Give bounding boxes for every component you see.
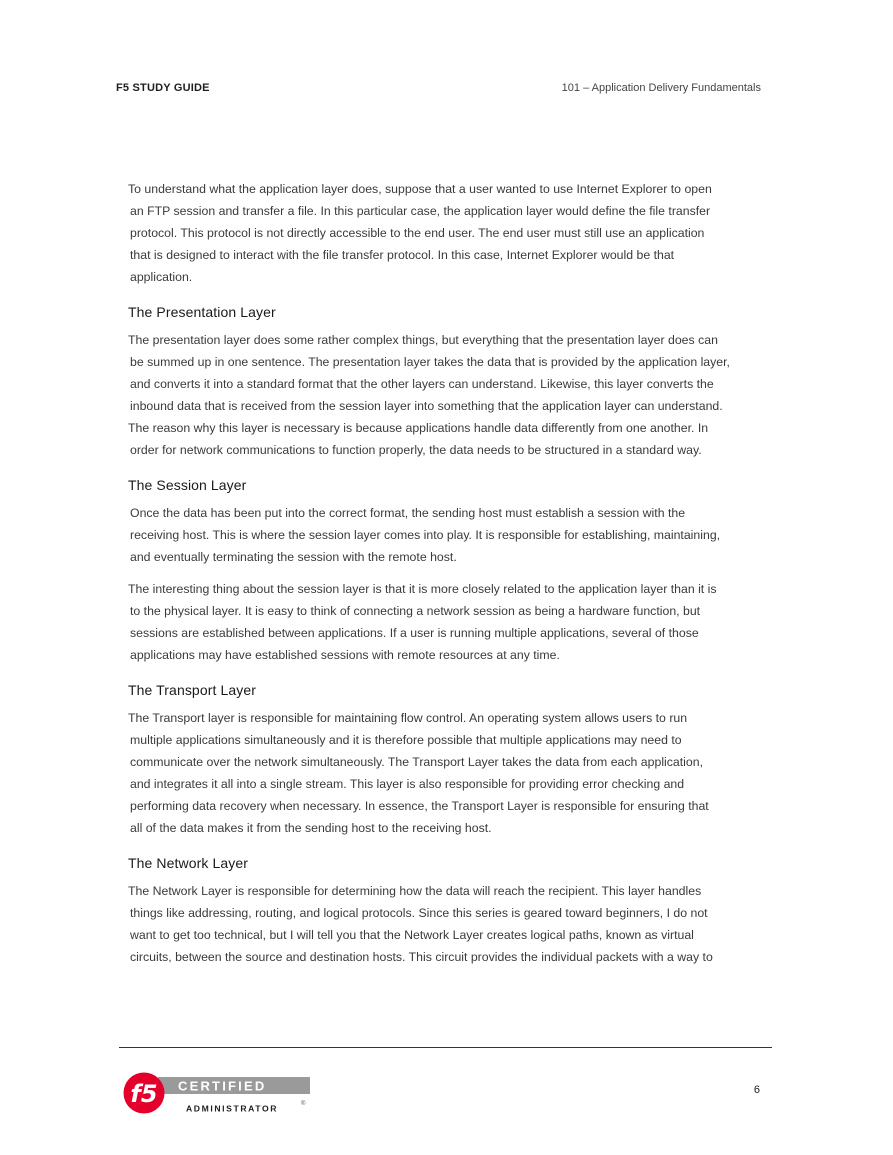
section-heading-presentation: The Presentation Layer	[128, 304, 276, 320]
text-line: Once the data has been put into the correct format, the sending host must establish a session with the	[130, 506, 686, 520]
section-heading-network: The Network Layer	[128, 855, 248, 871]
text-line: an FTP session and transfer a file. In this particular case, the application layer would define the file transfer	[130, 204, 711, 218]
text-line: and converts it into a standard format that the other layers can understand. Likewise, this layer converts the	[130, 377, 714, 391]
text-line: all of the data makes it from the sending host to the receiving host.	[130, 821, 492, 835]
transport-paragraph	[128, 707, 768, 839]
text-line: inbound data that is received from the session layer into something that the application layer can understand.	[130, 399, 723, 413]
presentation-paragraph	[128, 329, 768, 461]
section-heading-session: The Session Layer	[128, 477, 247, 493]
text-line: circuits, between the source and destination hosts. This circuit provides the individual packets with a way to	[130, 950, 713, 964]
page-number: 6	[753, 1084, 760, 1096]
text-line: sessions are established between applications. If a user is running multiple applications, several of those	[130, 626, 699, 640]
text-line: multiple applications simultaneously and it is therefore possible that multiple applications may need to	[130, 733, 682, 747]
text-line: want to get too technical, but I will tell you that the Network Layer creates logical paths, known as virtual	[130, 928, 694, 942]
text-line: performing data recovery when necessary. In essence, the Transport Layer is responsible for ensuring that	[130, 799, 709, 813]
text-line: The Network Layer is responsible for determining how the data will reach the recipient. This layer handles	[128, 884, 702, 898]
text-line: be summed up in one sentence. The presentation layer takes the data that is provided by the application layer,	[130, 355, 730, 369]
session-paragraph-1	[128, 502, 768, 568]
text-line: applications may have established sessions with remote resources at any time.	[130, 648, 560, 662]
text-line: The reason why this layer is necessary is because applications handle data differently from one another. In	[128, 421, 709, 435]
footer-divider	[119, 1047, 772, 1048]
text-line: The Transport layer is responsible for maintaining flow control. An operating system allows users to run	[128, 711, 688, 725]
course-title: 101 – Application Delivery Fundamentals	[561, 82, 761, 94]
text-line: application.	[130, 270, 193, 284]
text-line: to the physical layer. It is easy to think of connecting a network session as being a hardware function, but	[130, 604, 701, 618]
text-line: order for network communications to function properly, the data needs to be structured in a standard way.	[130, 443, 702, 457]
text-line: The interesting thing about the session layer is that it is more closely related to the application layer than it is	[128, 582, 717, 596]
text-line: protocol. This protocol is not directly accessible to the end user. The end user must still use an application	[130, 226, 705, 240]
administrator-text: ADMINISTRATOR	[186, 1103, 279, 1114]
text-line: and eventually terminating the session with the remote host.	[130, 550, 457, 564]
text-line: communicate over the network simultaneously. The Transport Layer takes the data from each application,	[130, 755, 704, 769]
text-line: receiving host. This is where the session layer comes into play. It is responsible for establishing, maintaining,	[130, 528, 721, 542]
text-line: and integrates it all into a single stream. This layer is also responsible for providing error checking and	[130, 777, 685, 791]
page-body	[128, 178, 768, 968]
session-paragraph-2	[128, 578, 768, 666]
f5-mark-text: f5	[130, 1080, 158, 1108]
guide-title: F5 STUDY GUIDE	[116, 82, 210, 94]
certified-text: CERTIFIED	[178, 1078, 267, 1094]
text-line: To understand what the application layer does, suppose that a user wanted to use Internet Explorer to open	[128, 182, 712, 196]
section-heading-transport: The Transport Layer	[128, 682, 256, 698]
intro-paragraph	[128, 178, 768, 288]
text-line: that is designed to interact with the file transfer protocol. In this case, Internet Explorer would be that	[130, 248, 675, 262]
f5-certified-administrator-logo	[120, 1070, 320, 1125]
text-line: things like addressing, routing, and logical protocols. Since this series is geared toward beginners, I do not	[130, 906, 708, 920]
text-line: The presentation layer does some rather complex things, but everything that the presentation layer does can	[128, 333, 718, 347]
network-paragraph	[128, 880, 768, 968]
registered-mark: ®	[301, 1101, 306, 1107]
